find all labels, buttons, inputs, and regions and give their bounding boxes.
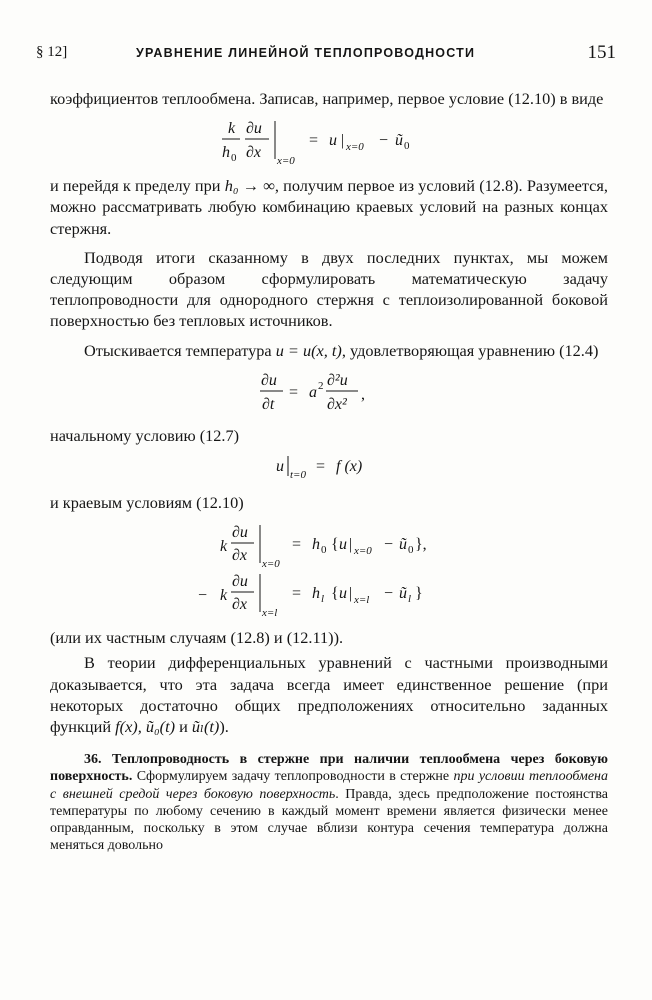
eq4a-bar: | bbox=[349, 536, 353, 554]
para8-math-1: f(x), ũ₀(t) bbox=[115, 717, 176, 737]
eq4a-du: ∂u bbox=[232, 524, 248, 542]
eq4b-xl: x=l bbox=[262, 607, 278, 620]
eq2-a-sup: 2 bbox=[318, 379, 324, 392]
eq3-f: f (x) bbox=[336, 458, 363, 476]
eq1-ut-sub: 0 bbox=[404, 140, 410, 153]
para8-text-c: ). bbox=[219, 717, 229, 737]
paragraph-7: (или их частным случаям (12.8) и (12.11)). bbox=[50, 628, 344, 648]
eq1-dx: ∂x bbox=[246, 144, 262, 162]
paragraph-3: Подводя итоги сказанному в двух последних пунктах, мы можем следующим образом сформулировать математическую задачу теплопроводности для однородного стержня с теплоизолированной боковой поверхностью без тепловых источников. bbox=[50, 247, 608, 331]
equation-heat bbox=[50, 367, 608, 419]
paragraph-5: начальному условию (12.7) bbox=[50, 425, 240, 445]
eq4a-x0b: x=0 bbox=[354, 545, 372, 558]
eq3-u: u bbox=[276, 458, 284, 476]
eq4b-k: k bbox=[220, 587, 228, 605]
eq2-comma: , bbox=[361, 385, 365, 403]
eq4b-u: u bbox=[339, 585, 347, 603]
eq4b-eq: = bbox=[292, 585, 302, 603]
eq4b-rb: } bbox=[415, 585, 423, 603]
equation-1-svg bbox=[219, 115, 439, 169]
eq4b-minus2: − bbox=[384, 585, 394, 603]
para4-math: u = u(x, t) bbox=[275, 340, 342, 360]
paragraph-6: и краевым условиям (12.10) bbox=[50, 493, 244, 513]
running-header bbox=[36, 44, 616, 68]
eq4a-dx: ∂x bbox=[232, 547, 248, 565]
para4-text-b: , удовлетворяющая уравнению (12.4) bbox=[341, 340, 599, 360]
eq4a-x0: x=0 bbox=[262, 558, 280, 571]
para4-text-a: Отыскивается температура bbox=[84, 340, 276, 360]
eq4b-h: h bbox=[312, 585, 320, 603]
eq4a-rb: }, bbox=[415, 536, 427, 554]
equation-4-svg bbox=[194, 521, 464, 621]
eq1-x0b: x=0 bbox=[346, 141, 364, 154]
eq1-x0: x=0 bbox=[277, 155, 295, 168]
section-36-text-a: Сформулируем задачу теплопроводности в стержне bbox=[132, 769, 454, 785]
eq4b-dx: ∂x bbox=[232, 596, 248, 614]
section-36-heading: 36. Теплопроводность в стержне при наличии теплообмена через боковую поверхность. bbox=[50, 752, 608, 785]
paragraph-8 bbox=[50, 652, 608, 737]
eq1-ut: ũ bbox=[395, 132, 403, 150]
eq1-u: u bbox=[329, 132, 337, 150]
para2-text-b: , получим первое из условий (12.8). Разумеется, можно рассматривать любую комбинацию краевых условий на разных концах стержня. bbox=[50, 176, 608, 238]
eq1-eq: = bbox=[309, 132, 319, 150]
eq2-d2u: ∂²u bbox=[327, 371, 348, 389]
eq1-minus: − bbox=[379, 132, 389, 150]
para8-math-2: ũₗ(t) bbox=[191, 717, 220, 737]
eq3-eq: = bbox=[316, 458, 326, 476]
para8-text-a: В теории дифференциальных уравнений с частными производными доказывается, что эта задача всегда имеет единственное решение (при некоторых достаточно общих предположениях относительно заданных функций bbox=[50, 653, 608, 737]
eq4b-h-sub: l bbox=[321, 593, 325, 606]
eq4b-bar: | bbox=[349, 585, 353, 603]
eq2-dx2: ∂x² bbox=[327, 395, 347, 413]
para2-math: h₀ → ∞ bbox=[224, 176, 275, 196]
running-title: УРАВНЕНИЕ ЛИНЕЙНОЙ ТЕПЛОПРОВОДНОСТИ bbox=[136, 46, 476, 60]
equation-initial bbox=[50, 454, 608, 482]
section-number: § 12] bbox=[36, 44, 68, 60]
page-body bbox=[50, 88, 608, 854]
eq2-eq: = bbox=[289, 383, 299, 401]
paragraph-1: коэффициентов теплообмена. Записав, например, первое условие (12.10) в виде bbox=[50, 89, 604, 108]
eq4a-minus: − bbox=[384, 536, 394, 554]
eq4a-ut-sub: 0 bbox=[408, 544, 414, 557]
eq4b-ut: ũ bbox=[399, 585, 407, 603]
para8-text-b: и bbox=[175, 717, 192, 737]
paragraph-2 bbox=[50, 175, 608, 239]
eq4a-h-sub: 0 bbox=[321, 544, 327, 557]
equation-2-svg bbox=[259, 367, 399, 419]
eq2-dt: ∂t bbox=[262, 395, 275, 413]
eq4b-lb: { bbox=[331, 585, 339, 603]
eq4b-xl2: x=l bbox=[354, 594, 370, 607]
page-number: 151 bbox=[587, 42, 616, 63]
eq4a-eq: = bbox=[292, 536, 302, 554]
eq4b-du: ∂u bbox=[232, 573, 248, 591]
equation-boundary-limit bbox=[50, 115, 608, 169]
eq4a-h: h bbox=[312, 536, 320, 554]
eq3-t0: t=0 bbox=[290, 469, 306, 482]
eq4b-minus: − bbox=[198, 587, 208, 605]
eq4b-ut-sub: l bbox=[408, 593, 412, 606]
eq1-du: ∂u bbox=[246, 120, 262, 138]
section-36 bbox=[50, 751, 608, 854]
eq4a-k: k bbox=[220, 538, 228, 556]
eq4a-lb: { bbox=[331, 536, 339, 554]
eq4a-u: u bbox=[339, 536, 347, 554]
section-36-text-b: . Правда, здесь предположение постоянства температуры по любому сечению в каждый момент времени является физически менее оправданным, поскольку в этом случае вблизи контура сечения температура должна меняться довольно bbox=[50, 786, 608, 854]
eq1-h-sub: 0 bbox=[231, 152, 237, 165]
section-36-italic: при условии теплообмена с внешней средой через боковую поверхность bbox=[50, 769, 608, 802]
eq2-a: a bbox=[309, 383, 317, 401]
eq1-h: h bbox=[222, 144, 230, 162]
equation-boundary-system bbox=[50, 521, 608, 621]
eq4a-ut: ũ bbox=[399, 536, 407, 554]
eq2-du: ∂u bbox=[261, 371, 277, 389]
eq1-bar: | bbox=[341, 132, 345, 150]
eq1-k: k bbox=[228, 120, 236, 138]
para2-text-a: и перейдя к пределу при bbox=[50, 176, 225, 196]
paragraph-4 bbox=[50, 340, 608, 361]
equation-3-svg bbox=[274, 454, 384, 482]
